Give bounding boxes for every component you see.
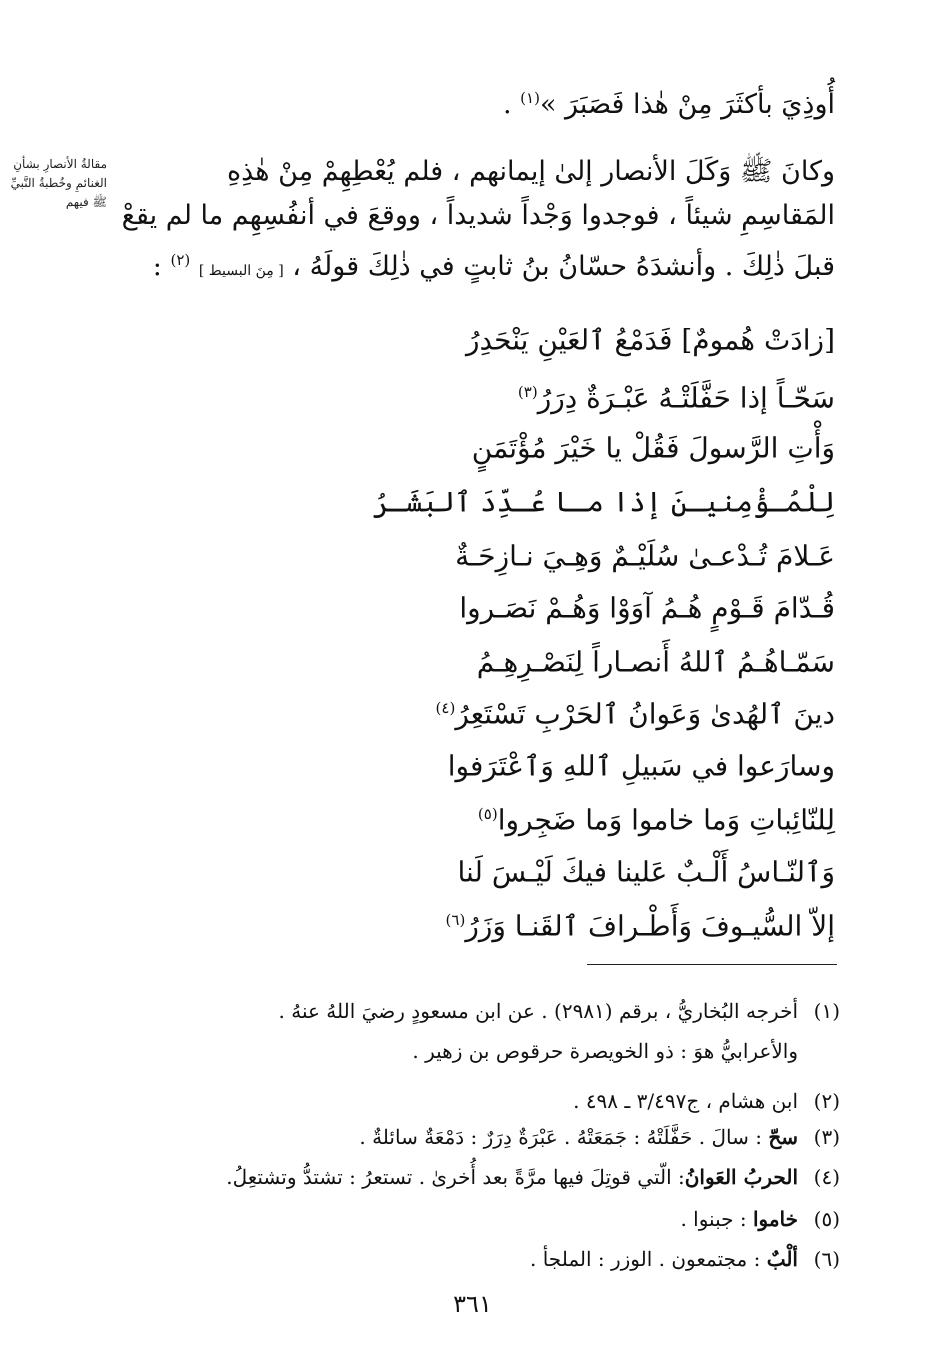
footnote-ref: (٤)	[435, 699, 456, 717]
punctuation: .	[502, 89, 521, 120]
prose-line-4	[153, 240, 835, 291]
verse-text: لِلنّائِباتِ وَما خاموا وَما ضَجِروا	[497, 803, 835, 837]
footnote-3	[359, 1122, 840, 1152]
verse-line	[436, 686, 835, 736]
footnote-text: : سالَ . حَفَّلَتْهُ : جَمَعَتْهُ . عَبْرَةٌ دِرَرٌ : دَمْعَةٌ سائلةٌ .	[359, 1125, 769, 1149]
verse-line	[446, 898, 835, 948]
verse-text: عَـلامَ تُـدْعـىٰ سُلَيْـمٌ وَهِـيَ نـازِحَـةٌ	[455, 539, 835, 573]
prose-text: قبلَ ذٰلِكَ . وأنشدَهُ حسّانُ بنُ ثابتٍ في ذٰلِكَ قولَهُ ،	[292, 251, 835, 282]
footnote-text: : الّتي قوتِلَ فيها مرَّةً بعد أُخرىٰ . تستعرُ : تشتدُّ وتشتعِلُ.	[226, 1165, 685, 1189]
verse-line	[448, 738, 835, 788]
footnote-term: الحربُ العَوانُ	[684, 1165, 798, 1189]
verse-line	[472, 420, 835, 470]
footnote-term: خاموا	[752, 1207, 798, 1231]
verse-text: لِلْمُـؤْمِنيـنَ إذا مـا عُـدِّدَ ٱلبَشَـرُ	[372, 485, 835, 519]
prose-line-3: المَقاسِمِ شيئاً ، فوجدوا وَجْداً شديداً ، ووقعَ في أنفُسِهِم ما لم يقعْ	[121, 200, 835, 231]
punctuation: :	[152, 251, 171, 282]
verse-line	[455, 528, 835, 578]
verse-line	[459, 580, 835, 630]
verse-line	[457, 844, 835, 894]
prose-line-2: وكانَ ﷺ وَكَلَ الأنصار إلىٰ إيمانهم ، فلم يُعْطِهِمْ مِنْ هٰذِهِ	[226, 156, 835, 187]
verse-line	[478, 792, 835, 842]
margin-note: مقالةُ الأنصارِ بشأنِ الغنائمِ وخُطبةُ النَّبيِّ ﷺ فيهم	[10, 157, 107, 209]
footnote-term: سحّ	[768, 1125, 798, 1149]
verse-text: وسارَعوا في سَبيلِ ٱللهِ وَٱعْتَرَفوا	[447, 749, 835, 783]
footnote-ref: (٣)	[517, 383, 538, 401]
verse-text: سَحّـاً إذا حَفَّلَتْـهُ عَبْـرَةٌ دِرَرُ	[537, 381, 835, 415]
verse-text: سَمّـاهُـمُ ٱللهُ أَنصـاراً لِنَصْـرِهِـمُ	[476, 645, 835, 679]
footnote-number: (٥)	[813, 1207, 840, 1231]
verse-line	[518, 370, 835, 420]
footnote-ref: (٥)	[477, 805, 498, 823]
footnote-text: والأعرابيُّ هوَ : ذو الخويصرة حرقوص بن زهير .	[412, 1039, 798, 1063]
footnote-1	[279, 996, 841, 1026]
footnote-4	[226, 1162, 840, 1192]
verse-line	[477, 634, 835, 684]
footnote-ref: (١)	[520, 89, 540, 107]
footnote-6	[530, 1244, 840, 1274]
page-number: ٣٦١	[453, 1290, 492, 1318]
footnote-ref: (٦)	[445, 911, 466, 929]
verse-line	[466, 312, 835, 362]
footnote-5	[680, 1204, 840, 1234]
footnote-number: (١)	[813, 999, 840, 1023]
footnote-1-continued	[412, 1036, 840, 1066]
footnote-number: (٢)	[813, 1089, 840, 1113]
verse-text: إلاّ السُّيـوفَ وَأَطْـرافَ ٱلقَنـا وَزَرُ	[465, 909, 835, 943]
verse-text: قُـدّامَ قَـوْمٍ هُـمُ آوَوْا وَهُـمْ نَصَـروا	[459, 591, 835, 625]
footnote-text: : مجتمعون . الوزر : الملجأ .	[529, 1247, 767, 1271]
verse-text: دينَ ٱلهُدىٰ وَعَوانُ ٱلحَرْبِ تَسْتَعِرُ	[455, 697, 835, 731]
footnote-number: (٦)	[813, 1247, 840, 1271]
verse-text: وَأْتِ الرَّسولَ فَقُلْ يا خَيْرَ مُؤْتَمَنٍ	[471, 431, 835, 465]
prose-line-1	[503, 78, 835, 125]
footnote-number: (٣)	[813, 1125, 840, 1149]
meter-label: [ مِنَ البسيط ]	[198, 263, 284, 279]
footnote-text: : جبنوا .	[680, 1207, 753, 1231]
verse-text: [زادَتْ هُمومٌ] فَدَمْعُ ٱلعَيْنِ يَنْحَدِرُ	[465, 323, 835, 357]
footnote-text: أخرجه البُخاريُّ ، برقم (٢٩٨١) . عن ابن مسعودٍ رضيَ اللهُ عنهُ .	[278, 999, 798, 1023]
footnote-text: ابن هشام ، ج٣/٤٩٧ ـ ٤٩٨ .	[573, 1089, 798, 1113]
prose-text: أُوذِيَ بأكثَرَ مِنْ هٰذا فَصَبَرَ »	[539, 89, 835, 120]
footnote-2	[573, 1086, 840, 1116]
verse-line	[373, 474, 835, 524]
verse-text: وَٱلنّـاسُ أَلْـبٌ عَلينا فيكَ لَيْـسَ لَنا	[457, 855, 835, 889]
footnote-divider	[587, 964, 837, 965]
footnote-term: ألْبٌ	[766, 1247, 798, 1271]
footnote-ref: (٢)	[170, 251, 191, 269]
footnote-number: (٤)	[813, 1165, 840, 1189]
